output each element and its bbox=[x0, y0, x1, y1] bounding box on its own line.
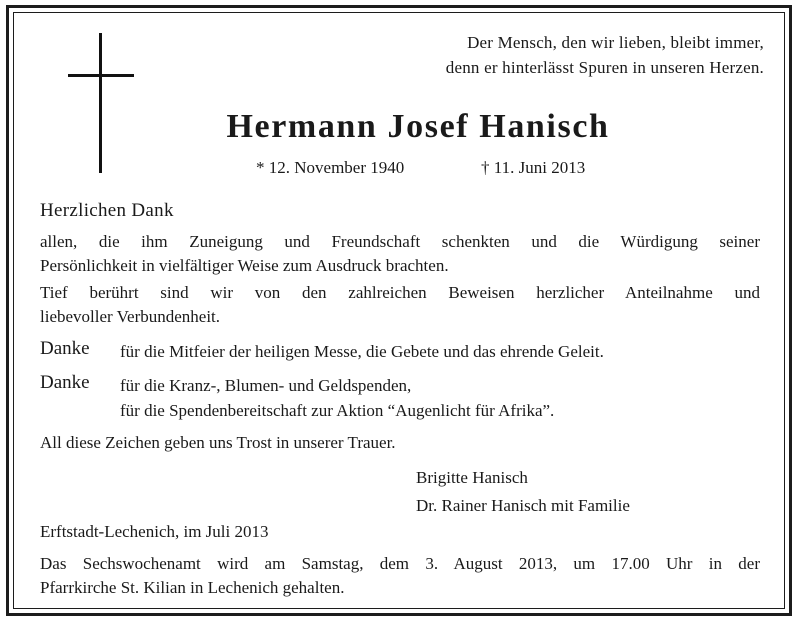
motto-line-2: denn er hinterlässt Spuren in unseren Herzen. bbox=[445, 58, 764, 77]
motto-quote bbox=[344, 30, 764, 80]
closing-line: All diese Zeichen geben uns Trost in unserer Trauer. bbox=[40, 433, 396, 452]
place-date: Erftstadt-Lechenich, im Juli 2013 bbox=[40, 522, 269, 541]
thanks-paragraph-2-line-1: Tief berührt sind wir von den zahlreichen Beweisen herzlicher Anteilnahme und bbox=[40, 283, 760, 302]
notice-line-1: Das Sechswochenamt wird am Samstag, dem 3. August 2013, um 17.00 Uhr in der bbox=[40, 554, 760, 573]
thanks-heading: Herzlichen Dank bbox=[40, 200, 174, 221]
cross-vertical-bar bbox=[99, 33, 102, 173]
thanks-paragraph-1-line-1: allen, die ihm Zuneigung und Freundschaft schenkten und die Würdigung seiner bbox=[40, 232, 760, 251]
danke-word-1: Danke bbox=[40, 338, 90, 359]
danke-text-2-line-1: für die Kranz-, Blumen- und Geldspenden, bbox=[120, 376, 412, 395]
deceased-name: Hermann Josef Hanisch bbox=[226, 108, 610, 145]
notice-line-2: Pfarrkirche St. Kilian in Lechenich gehalten. bbox=[40, 578, 345, 597]
danke-word-2: Danke bbox=[40, 372, 90, 393]
thanks-paragraph-2-line-2: liebevoller Verbundenheit. bbox=[40, 307, 221, 326]
signature-line-1: Brigitte Hanisch bbox=[416, 468, 528, 487]
motto-line-1: Der Mensch, den wir lieben, bleibt immer, bbox=[467, 33, 764, 52]
cross-horizontal-bar bbox=[68, 74, 134, 77]
birth-date: * 12. November 1940 bbox=[256, 158, 405, 177]
signature-line-2: Dr. Rainer Hanisch mit Familie bbox=[416, 496, 630, 515]
thanks-paragraph-1-line-2: Persönlichkeit in vielfältiger Weise zum Ausdruck brachten. bbox=[40, 256, 449, 275]
danke-text-2-line-2: für die Spendenbereitschaft zur Aktion “Augenlicht für Afrika”. bbox=[120, 401, 555, 420]
danke-text-1: für die Mitfeier der heiligen Messe, die Gebete und das ehrende Geleit. bbox=[120, 342, 604, 361]
death-date: † 11. Juni 2013 bbox=[481, 158, 586, 177]
